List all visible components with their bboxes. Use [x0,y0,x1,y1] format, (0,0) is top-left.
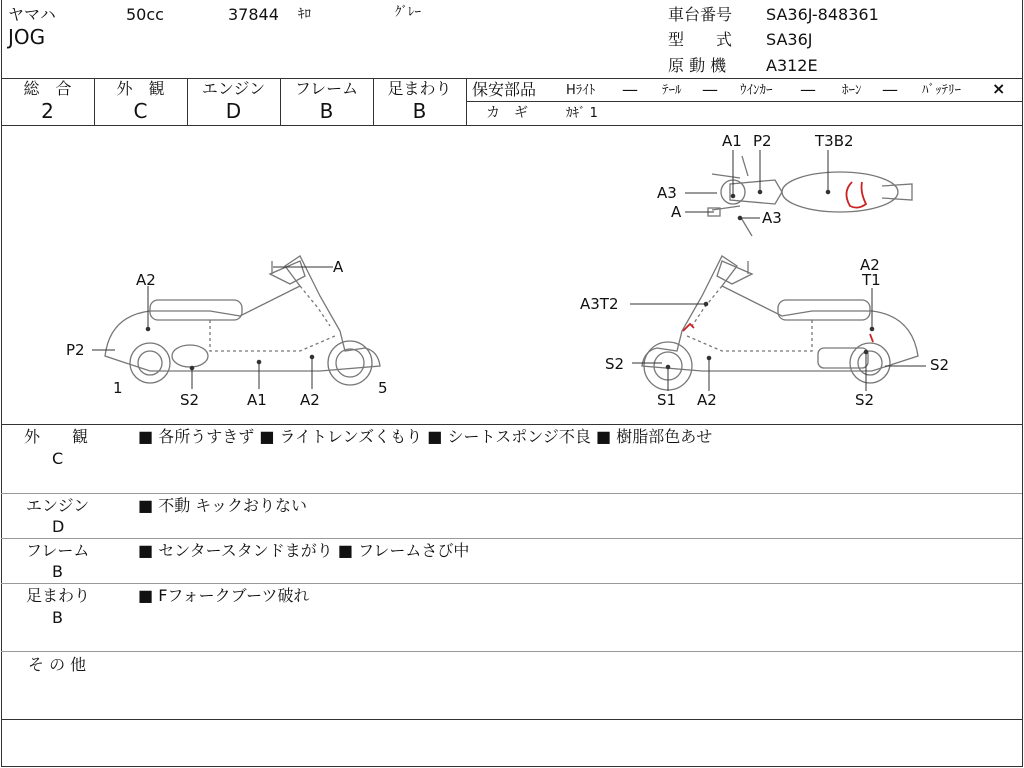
remark-exterior-items [138,428,712,446]
bullet-icon: ■ [337,541,359,560]
label-right-s2-bottom: S2 [855,391,875,409]
label-top-p2: P2 [753,132,772,150]
divider [1,424,1022,425]
damage-marks [683,182,873,342]
rating-suspension-value: B [412,99,427,123]
safety-horn: ﾎｰﾝ [842,83,862,98]
safety-headlight-status: — [622,80,638,99]
remark-other-label: そ の 他 [28,655,87,674]
damage-diagram [0,126,1022,424]
safety-headlight: Hﾗｲﾄ [566,83,596,98]
label-left-a2-top: A2 [136,271,156,289]
bullet-icon: ■ [138,496,159,515]
bullet-icon: ■ [427,427,448,446]
label-right-s2-left: S2 [605,355,625,373]
rating-exterior-label: 外 観 [116,79,165,98]
label-right-a2-bottom: A2 [697,391,717,409]
safety-label: 保安部品 [472,80,537,99]
frame-no: SA36J-848361 [766,5,879,24]
remark-item: Fフォークブーツ破れ [158,586,310,605]
remark-item: 樹脂部色あせ [616,427,713,446]
bullet-icon: ■ [138,427,159,446]
engine-label: 原 動 機 [668,56,727,75]
rating-exterior-value: C [133,99,148,123]
remark-item: フレームさび中 [358,541,470,560]
divider [1,538,1022,539]
label-right-s2-right: S2 [930,356,950,374]
remark-exterior-label: 外 観 [24,427,89,446]
label-top-a3-right: A3 [762,209,782,227]
safety-battery-status: × [992,79,1006,98]
bullet-icon: ■ [259,427,280,446]
remark-item: センタースタンドまがり [158,541,333,560]
label-left-a2-bottom: A2 [300,391,320,409]
bullet-icon: ■ [596,427,617,446]
label-left-5: 5 [378,379,388,397]
bullet-icon: ■ [138,541,159,560]
safety-tail-status: — [702,80,718,99]
type-label: 型 式 [668,30,733,49]
remark-suspension-items [138,587,310,605]
remark-suspension-label: 足まわり [26,586,91,605]
label-top-a: A [671,203,682,221]
remark-item: 各所うすきず [158,427,255,446]
remark-suspension-grade: B [52,608,63,627]
divider [1,493,1022,494]
displacement: 50cc [126,5,164,24]
label-left-s2: S2 [180,391,200,409]
rating-engine-value: D [225,99,242,123]
key-label: カ ギ [486,105,528,121]
engine-value: A312E [766,56,818,75]
mileage-unit: ｷﾛ [298,7,311,22]
remark-exterior-grade: C [52,449,64,468]
label-left-p2: P2 [66,341,85,359]
divider [466,78,467,125]
mileage: 37844 [228,5,279,24]
label-left-a: A [333,258,344,276]
label-right-a3t2: A3T2 [580,295,619,313]
safety-tail: ﾃｰﾙ [662,83,682,98]
label-top-a1: A1 [722,132,742,150]
frame-no-label: 車台番号 [668,5,733,24]
label-left-1: 1 [113,379,123,397]
scooter-top-view [708,156,912,236]
remark-item: 不動 キックおりない [158,496,307,515]
remark-frame-label: フレーム [26,541,90,560]
key-value: ｶｷﾞ 1 [566,106,598,121]
bullet-icon: ■ [138,586,159,605]
rating-suspension-label: 足まわり [387,79,452,98]
label-top-a3-left: A3 [657,184,677,202]
label-left-a1: A1 [247,391,267,409]
label-top-t3b2: T3B2 [815,132,854,150]
rating-engine-label: エンジン [201,79,266,98]
remark-engine-items [138,497,307,515]
rating-frame-value: B [319,99,334,123]
rating-overall-value: 2 [41,99,54,123]
label-right-t1: T1 [862,271,881,289]
type-value: SA36J [766,30,813,49]
remark-engine-label: エンジン [26,496,90,515]
model-name: JOG [8,25,46,49]
color: ｸﾞﾚｰ [395,5,421,20]
maker: ヤマハ [8,5,56,24]
remark-frame-items [138,542,469,560]
divider [1,651,1022,652]
rating-overall-label: 総 合 [23,79,72,98]
divider [466,101,1022,102]
divider [1,719,1022,720]
divider [1,583,1022,584]
safety-winker-status: — [800,80,816,99]
remark-engine-grade: D [52,517,65,536]
remark-item: シートスポンジ不良 [447,427,591,446]
label-right-s1: S1 [657,391,677,409]
label-right-a2-top: A2 [860,256,880,274]
remark-frame-grade: B [52,562,63,581]
rating-frame-label: フレーム [294,79,359,98]
safety-battery: ﾊﾞｯﾃﾘｰ [922,83,961,98]
safety-horn-status: — [882,80,898,99]
remark-item: ライトレンズくもり [279,427,423,446]
safety-winker: ｳｲﾝｶｰ [740,83,773,98]
